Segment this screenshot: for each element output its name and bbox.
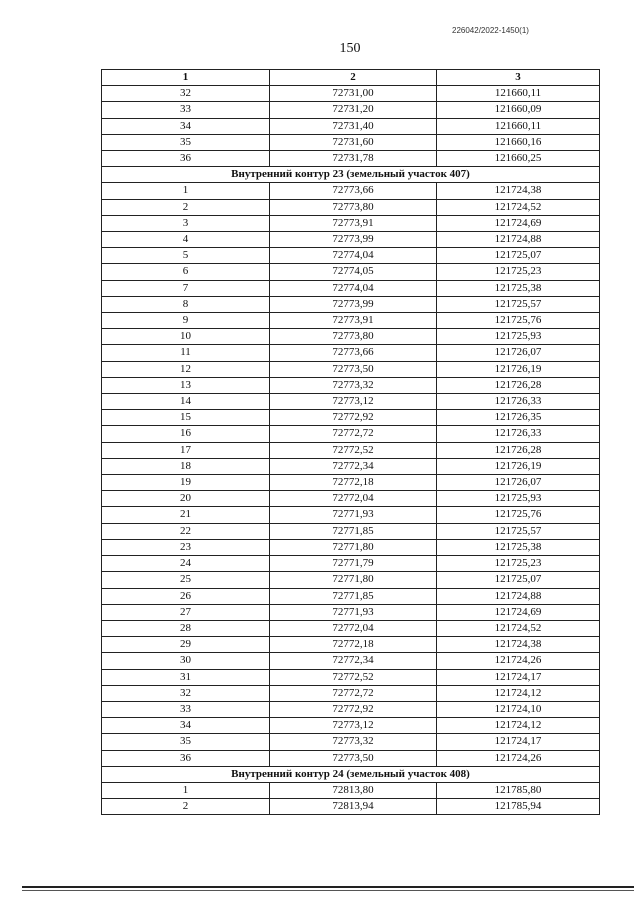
point-number-cell: 21	[102, 507, 270, 523]
table-row	[102, 280, 600, 296]
x-coordinate-cell: 72771,80	[270, 572, 437, 588]
y-coordinate-cell: 121724,10	[437, 701, 600, 717]
coordinates-table	[101, 69, 600, 815]
table-row	[102, 653, 600, 669]
point-number-cell: 4	[102, 232, 270, 248]
x-coordinate-cell: 72731,78	[270, 151, 437, 167]
y-coordinate-cell: 121726,19	[437, 458, 600, 474]
y-coordinate-cell: 121724,17	[437, 734, 600, 750]
column-header: 1	[102, 70, 270, 86]
x-coordinate-cell: 72813,94	[270, 799, 437, 815]
table-row	[102, 604, 600, 620]
footer-rule	[22, 886, 634, 888]
point-number-cell: 8	[102, 296, 270, 312]
column-header: 3	[437, 70, 600, 86]
point-number-cell: 3	[102, 215, 270, 231]
y-coordinate-cell: 121724,69	[437, 604, 600, 620]
table-row	[102, 394, 600, 410]
table-row	[102, 329, 600, 345]
x-coordinate-cell: 72773,99	[270, 232, 437, 248]
x-coordinate-cell: 72771,80	[270, 539, 437, 555]
y-coordinate-cell: 121725,93	[437, 329, 600, 345]
x-coordinate-cell: 72772,04	[270, 491, 437, 507]
x-coordinate-cell: 72772,52	[270, 669, 437, 685]
table-row	[102, 102, 600, 118]
x-coordinate-cell: 72731,20	[270, 102, 437, 118]
point-number-cell: 36	[102, 750, 270, 766]
y-coordinate-cell: 121726,07	[437, 345, 600, 361]
x-coordinate-cell: 72772,52	[270, 442, 437, 458]
table-row	[102, 313, 600, 329]
x-coordinate-cell: 72773,91	[270, 215, 437, 231]
point-number-cell: 5	[102, 248, 270, 264]
point-number-cell: 11	[102, 345, 270, 361]
point-number-cell: 14	[102, 394, 270, 410]
point-number-cell: 28	[102, 620, 270, 636]
point-number-cell: 32	[102, 86, 270, 102]
point-number-cell: 6	[102, 264, 270, 280]
table-row	[102, 183, 600, 199]
point-number-cell: 1	[102, 782, 270, 798]
table-row	[102, 248, 600, 264]
table-row	[102, 572, 600, 588]
table-row	[102, 151, 600, 167]
point-number-cell: 15	[102, 410, 270, 426]
table-row	[102, 685, 600, 701]
x-coordinate-cell: 72772,92	[270, 410, 437, 426]
y-coordinate-cell: 121726,33	[437, 426, 600, 442]
y-coordinate-cell: 121725,76	[437, 313, 600, 329]
y-coordinate-cell: 121725,93	[437, 491, 600, 507]
x-coordinate-cell: 72772,72	[270, 685, 437, 701]
point-number-cell: 25	[102, 572, 270, 588]
x-coordinate-cell: 72773,32	[270, 734, 437, 750]
table-row	[102, 556, 600, 572]
y-coordinate-cell: 121724,38	[437, 183, 600, 199]
x-coordinate-cell: 72773,50	[270, 361, 437, 377]
table-row	[102, 491, 600, 507]
y-coordinate-cell: 121725,38	[437, 280, 600, 296]
x-coordinate-cell: 72772,18	[270, 475, 437, 491]
point-number-cell: 9	[102, 313, 270, 329]
point-number-cell: 30	[102, 653, 270, 669]
y-coordinate-cell: 121660,09	[437, 102, 600, 118]
y-coordinate-cell: 121725,23	[437, 264, 600, 280]
point-number-cell: 18	[102, 458, 270, 474]
section-title: Внутренний контур 23 (земельный участок 407)	[102, 167, 600, 183]
table-header-row	[102, 70, 600, 86]
y-coordinate-cell: 121724,12	[437, 685, 600, 701]
point-number-cell: 33	[102, 102, 270, 118]
y-coordinate-cell: 121725,07	[437, 572, 600, 588]
y-coordinate-cell: 121725,57	[437, 296, 600, 312]
x-coordinate-cell: 72772,92	[270, 701, 437, 717]
x-coordinate-cell: 72771,79	[270, 556, 437, 572]
table-row	[102, 264, 600, 280]
y-coordinate-cell: 121726,19	[437, 361, 600, 377]
table-row	[102, 426, 600, 442]
point-number-cell: 33	[102, 701, 270, 717]
point-number-cell: 1	[102, 183, 270, 199]
point-number-cell: 36	[102, 151, 270, 167]
table-row	[102, 718, 600, 734]
y-coordinate-cell: 121726,28	[437, 377, 600, 393]
x-coordinate-cell: 72731,00	[270, 86, 437, 102]
y-coordinate-cell: 121724,52	[437, 620, 600, 636]
table-row	[102, 458, 600, 474]
table-row	[102, 134, 600, 150]
x-coordinate-cell: 72774,05	[270, 264, 437, 280]
column-header: 2	[270, 70, 437, 86]
y-coordinate-cell: 121724,12	[437, 718, 600, 734]
y-coordinate-cell: 121724,52	[437, 199, 600, 215]
point-number-cell: 23	[102, 539, 270, 555]
table-row	[102, 215, 600, 231]
table-row	[102, 620, 600, 636]
point-number-cell: 2	[102, 799, 270, 815]
table-row	[102, 86, 600, 102]
footer-rule	[22, 890, 634, 891]
y-coordinate-cell: 121724,26	[437, 750, 600, 766]
point-number-cell: 32	[102, 685, 270, 701]
y-coordinate-cell: 121726,07	[437, 475, 600, 491]
y-coordinate-cell: 121660,25	[437, 151, 600, 167]
table-row	[102, 377, 600, 393]
table-row	[102, 475, 600, 491]
table-row	[102, 345, 600, 361]
point-number-cell: 7	[102, 280, 270, 296]
y-coordinate-cell: 121724,26	[437, 653, 600, 669]
y-coordinate-cell: 121726,28	[437, 442, 600, 458]
section-header-row	[102, 167, 600, 183]
x-coordinate-cell: 72772,72	[270, 426, 437, 442]
table-row	[102, 507, 600, 523]
x-coordinate-cell: 72771,93	[270, 507, 437, 523]
point-number-cell: 17	[102, 442, 270, 458]
point-number-cell: 16	[102, 426, 270, 442]
point-number-cell: 34	[102, 118, 270, 134]
point-number-cell: 27	[102, 604, 270, 620]
y-coordinate-cell: 121785,80	[437, 782, 600, 798]
point-number-cell: 12	[102, 361, 270, 377]
table-row	[102, 734, 600, 750]
table-row	[102, 118, 600, 134]
point-number-cell: 10	[102, 329, 270, 345]
x-coordinate-cell: 72773,80	[270, 329, 437, 345]
y-coordinate-cell: 121660,11	[437, 86, 600, 102]
table-row	[102, 669, 600, 685]
point-number-cell: 2	[102, 199, 270, 215]
table-row	[102, 799, 600, 815]
document-id: 226042/2022-1450(1)	[452, 26, 529, 35]
table-row	[102, 588, 600, 604]
x-coordinate-cell: 72773,91	[270, 313, 437, 329]
y-coordinate-cell: 121660,11	[437, 118, 600, 134]
y-coordinate-cell: 121725,76	[437, 507, 600, 523]
x-coordinate-cell: 72731,40	[270, 118, 437, 134]
table-row	[102, 361, 600, 377]
table-row	[102, 750, 600, 766]
table-row	[102, 523, 600, 539]
table-row	[102, 410, 600, 426]
x-coordinate-cell: 72773,99	[270, 296, 437, 312]
section-header-row	[102, 766, 600, 782]
x-coordinate-cell: 72773,50	[270, 750, 437, 766]
point-number-cell: 20	[102, 491, 270, 507]
y-coordinate-cell: 121725,07	[437, 248, 600, 264]
y-coordinate-cell: 121725,23	[437, 556, 600, 572]
y-coordinate-cell: 121785,94	[437, 799, 600, 815]
point-number-cell: 22	[102, 523, 270, 539]
x-coordinate-cell: 72772,04	[270, 620, 437, 636]
point-number-cell: 35	[102, 734, 270, 750]
page-number: 150	[339, 41, 361, 56]
y-coordinate-cell: 121724,17	[437, 669, 600, 685]
table-row	[102, 539, 600, 555]
y-coordinate-cell: 121725,38	[437, 539, 600, 555]
x-coordinate-cell: 72773,32	[270, 377, 437, 393]
x-coordinate-cell: 72772,18	[270, 637, 437, 653]
point-number-cell: 29	[102, 637, 270, 653]
x-coordinate-cell: 72772,34	[270, 653, 437, 669]
table-row	[102, 637, 600, 653]
x-coordinate-cell: 72771,85	[270, 523, 437, 539]
x-coordinate-cell: 72773,12	[270, 718, 437, 734]
y-coordinate-cell: 121726,33	[437, 394, 600, 410]
x-coordinate-cell: 72773,80	[270, 199, 437, 215]
x-coordinate-cell: 72772,34	[270, 458, 437, 474]
x-coordinate-cell: 72773,66	[270, 183, 437, 199]
y-coordinate-cell: 121660,16	[437, 134, 600, 150]
section-title: Внутренний контур 24 (земельный участок 408)	[102, 766, 600, 782]
y-coordinate-cell: 121724,69	[437, 215, 600, 231]
table-row	[102, 782, 600, 798]
y-coordinate-cell: 121724,88	[437, 588, 600, 604]
point-number-cell: 31	[102, 669, 270, 685]
table-row	[102, 296, 600, 312]
point-number-cell: 35	[102, 134, 270, 150]
x-coordinate-cell: 72813,80	[270, 782, 437, 798]
table-row	[102, 701, 600, 717]
x-coordinate-cell: 72771,93	[270, 604, 437, 620]
table-row	[102, 442, 600, 458]
y-coordinate-cell: 121724,38	[437, 637, 600, 653]
x-coordinate-cell: 72773,12	[270, 394, 437, 410]
x-coordinate-cell: 72771,85	[270, 588, 437, 604]
table-row	[102, 232, 600, 248]
point-number-cell: 13	[102, 377, 270, 393]
x-coordinate-cell: 72774,04	[270, 248, 437, 264]
y-coordinate-cell: 121725,57	[437, 523, 600, 539]
point-number-cell: 24	[102, 556, 270, 572]
x-coordinate-cell: 72773,66	[270, 345, 437, 361]
point-number-cell: 19	[102, 475, 270, 491]
table-row	[102, 199, 600, 215]
x-coordinate-cell: 72731,60	[270, 134, 437, 150]
point-number-cell: 26	[102, 588, 270, 604]
point-number-cell: 34	[102, 718, 270, 734]
y-coordinate-cell: 121726,35	[437, 410, 600, 426]
x-coordinate-cell: 72774,04	[270, 280, 437, 296]
y-coordinate-cell: 121724,88	[437, 232, 600, 248]
